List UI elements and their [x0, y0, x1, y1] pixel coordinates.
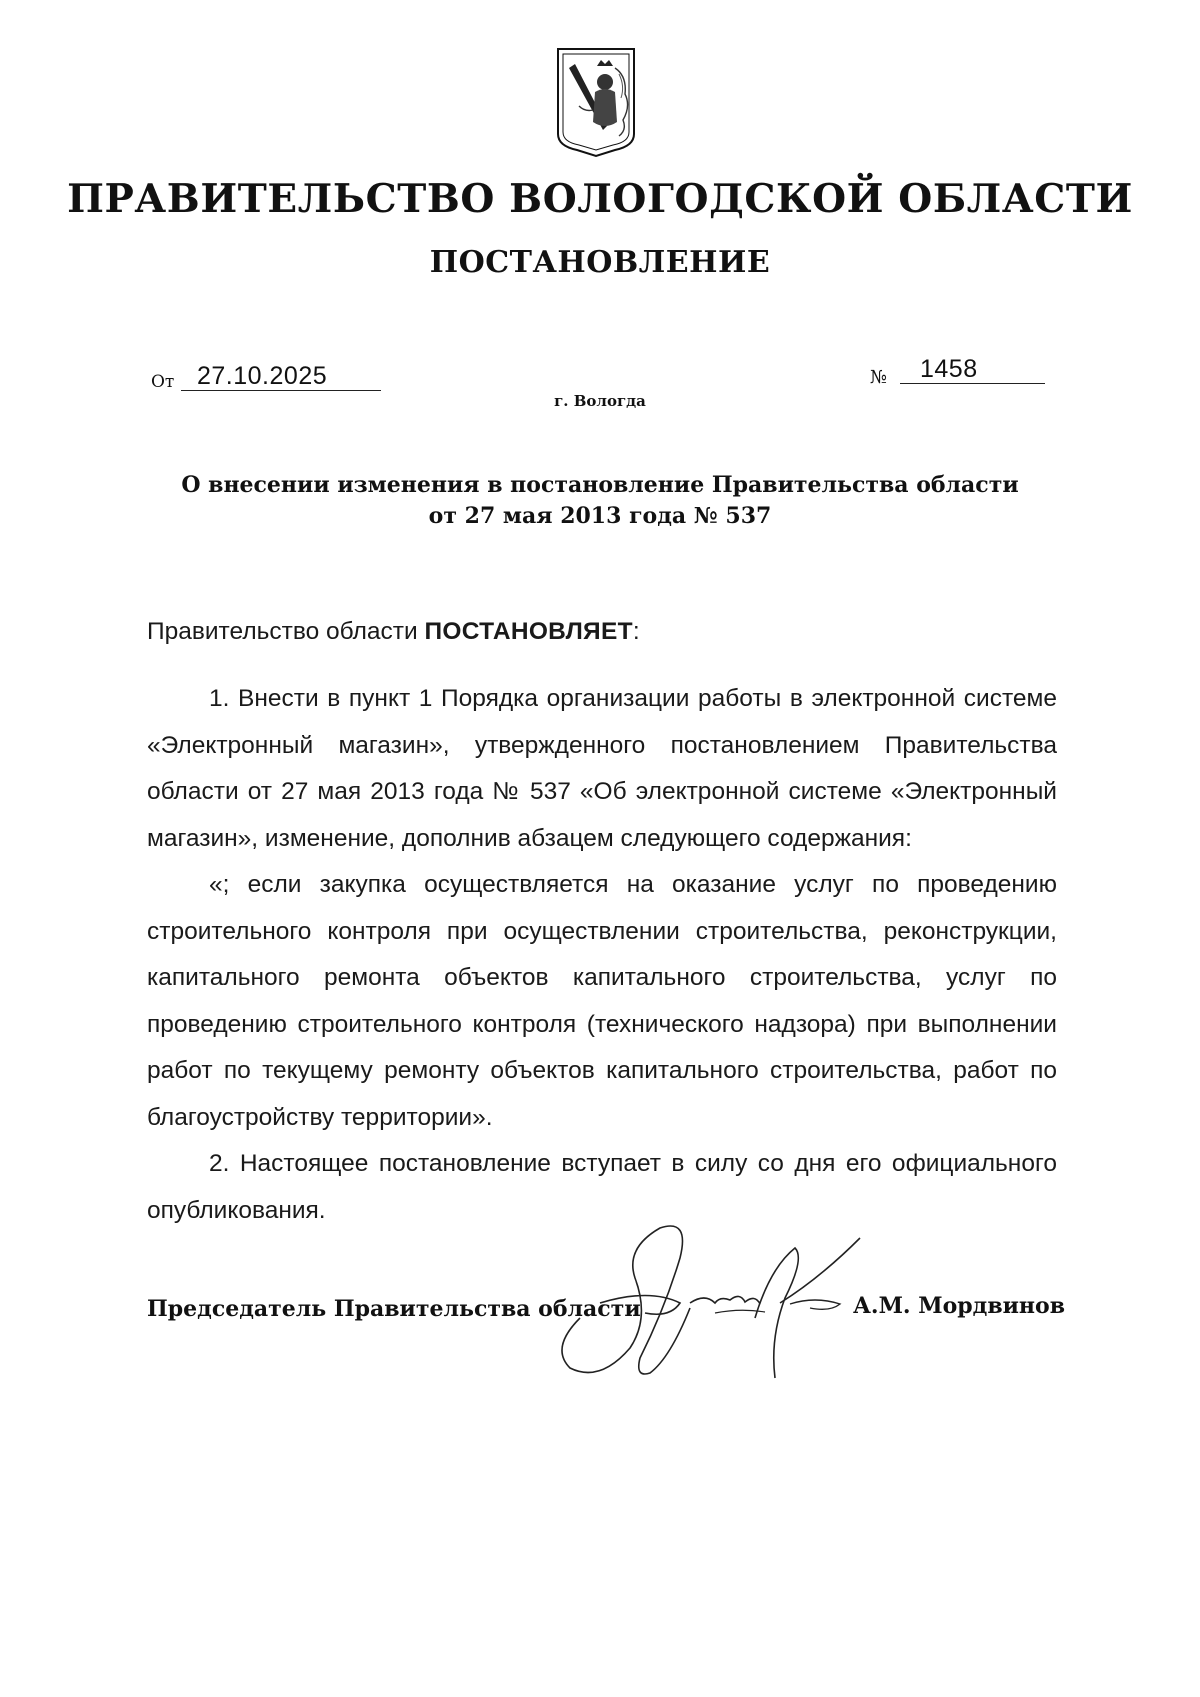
number-prefix: №: [870, 367, 888, 388]
subject-line-2: от 27 мая 2013 года № 537: [428, 503, 772, 529]
lead-verb: ПОСТАНОВЛЯЕТ: [424, 618, 633, 645]
paragraph-1: 1. Внести в пункт 1 Порядка организации работы в электронной системе «Электронный магазин», утвержденного постановлением Правительства области от 27 мая 2013 года № 537 «Об электронной системе «Электронный магазин», изменение, дополнив абзацем следующего содержания:: [147, 685, 1057, 852]
date-prefix: От: [151, 372, 175, 392]
number-value: 1458: [920, 355, 978, 383]
paragraph-amendment: «; если закупка осуществляется на оказание услуг по проведению строительного контроля при осуществлении строительства, реконструкции, капитального ремонта объектов капитального строительства, услуг по проведению строительного контроля (технического надзора) при выполнении работ по текущему ремонту объектов капитального строительства, работ по благоустройству территории».: [147, 871, 1057, 1131]
document-subject: [0, 470, 1200, 532]
government-title: ПРАВИТЕЛЬСТВО ВОЛОГОДСКОЙ ОБЛАСТИ: [67, 176, 1133, 222]
document-type: ПОСТАНОВЛЕНИЕ: [429, 245, 771, 280]
paragraph-2: 2. Настоящее постановление вступает в силу со дня его официального опубликования.: [147, 1150, 1057, 1224]
document-date: [151, 362, 383, 392]
document-body: [147, 610, 1057, 1234]
lead-text: Правительство области: [147, 618, 425, 645]
date-value: 27.10.2025: [197, 362, 328, 390]
number-underline: [900, 383, 1045, 384]
coat-of-arms-icon: [555, 46, 637, 158]
resolution-lead: [147, 610, 1057, 654]
date-underline: [181, 390, 381, 391]
signer-position: Председатель Правительства области: [147, 1296, 641, 1322]
lead-colon: :: [632, 618, 640, 645]
city: г. Вологда: [554, 392, 646, 410]
document-number: [870, 355, 1050, 388]
signer-name: А.М. Мордвинов: [853, 1293, 1065, 1319]
subject-line-1: О внесении изменения в постановление Правительства области: [181, 472, 1019, 498]
